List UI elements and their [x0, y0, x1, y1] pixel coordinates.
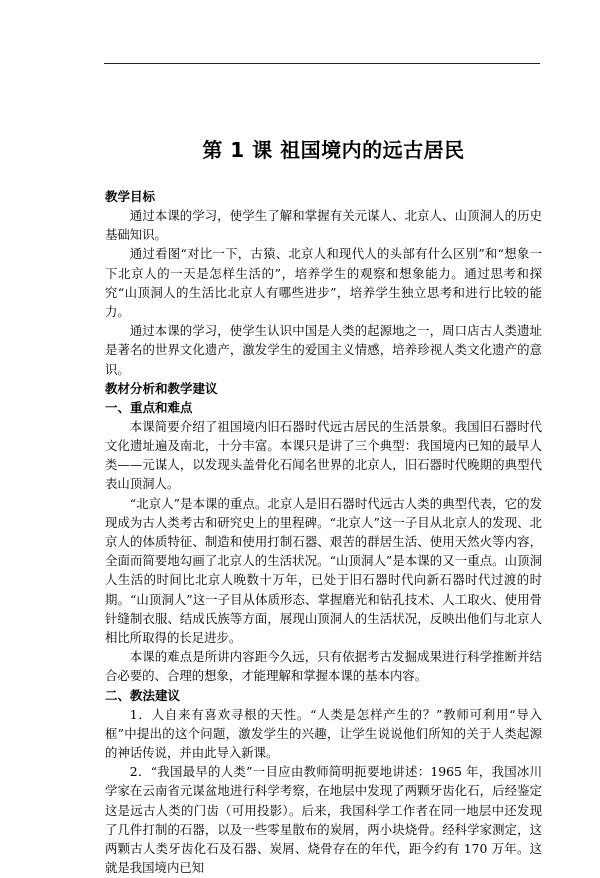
document-page: [105, 134, 542, 878]
goals-section: [105, 187, 542, 379]
goals-heading: 教学目标: [105, 189, 156, 204]
header-rule: [104, 63, 540, 64]
key-point-paragraph: “北京人”是本课的重点。北京人是旧石器时代远古人类的典型代表，它的发现成为古人类考古和研究史上的里程碑。“北京人”这一子目从北京人的发现、北京人的体质特征、制造和使用打制石器、艰苦的群居生活、使用天然火等内容，全面而简要地勾画了北京人的生活状况。“山顶洞人”是本课的又一重点。山顶洞人生活的时间比北京人晚数十万年，已处于旧石器时代向新石器时代过渡的时期。“山顶洞人”这一子目从体质形态、掌握磨光和钻孔技术、人工取火、使用骨针缝制衣服、结成氏族等方面，展现山顶洞人的生活状况，反映出他们与北京人相比所取得的长足进步。: [105, 495, 542, 646]
key-points-heading: 一、重点和难点: [105, 399, 193, 415]
goal-paragraph: 通过本课的学习，使学生了解和掌握有关元谋人、北京人、山顶洞人的历史基础知识。: [105, 208, 542, 243]
goal-paragraph: 通过看图“对比一下，古猿、北京人和现代人的头部有什么区别”和“想象一下北京人的一天是怎样生活的”，培养学生的观察和想象能力。通过思考和探究“山顶洞人的生活比北京人有哪些进步”，培养学生独立思考和进行比较的能力。: [105, 246, 542, 320]
method-paragraph: 1．人自来有喜欢寻根的天性。“人类是怎样产生的？”教师可利用“导入框”中提出的这个问题，激发学生的兴趣，让学生说说他们所知的关于人类起源的神话传说，并由此导入新课。: [105, 706, 542, 761]
key-point-paragraph: 本课的难点是所讲内容距今久远，只有依据考古发掘成果进行科学推断并结合必要的、合理的想象，才能理解和掌握本课的基本内容。: [105, 649, 542, 684]
analysis-section: [105, 379, 542, 878]
method-paragraph: 2．“我国最早的人类”一目应由教师简明扼要地讲述：1965 年，我国冰川学家在云南省元谋盆地进行科学考察，在地层中发现了两颗牙齿化石，后经鉴定这是远古人类的门齿（可用投影）。后来，我国科学工作者在同一地层中还发现了几件打制的石器，以及一些零星散布的炭屑，两小块烧骨。经科学家测定，这两颗古人类牙齿化石及石器、炭屑、烧骨存在的年代，距今约有 170 万年。这就是我国境内已知: [105, 764, 542, 876]
key-point-paragraph: 本课简要介绍了祖国境内旧石器时代远古居民的生活景象。我国旧石器时代文化遗址遍及南北，十分丰富。本课只是讲了三个典型：我国境内已知的最早人类——元谋人，以发现头盖骨化石闻名世界的北京人，旧石器时代晚期的典型代表山顶洞人。: [105, 418, 542, 492]
analysis-heading: 教材分析和教学建议: [105, 380, 218, 396]
methods-heading: 二、教法建议: [105, 687, 181, 703]
lesson-title: 第 1 课 祖国境内的远古居民: [202, 138, 465, 162]
goal-paragraph: 通过本课的学习，使学生认识中国是人类的起源地之一，周口店古人类遗址是著名的世界文化遗产，激发学生的爱国主义情感，培养珍视人类文化遗产的意识。: [105, 323, 542, 377]
